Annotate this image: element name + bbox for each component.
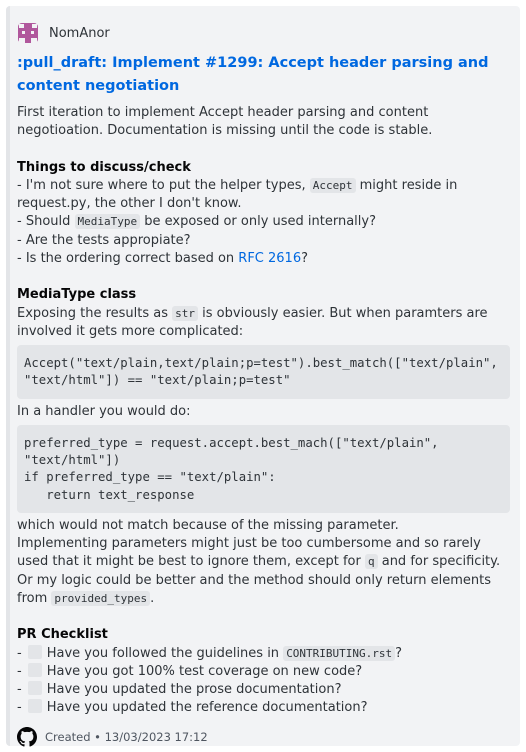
inline-code: MediaType xyxy=(75,214,141,229)
discuss-item: - Are the tests appropiate? xyxy=(17,232,191,248)
embed-description xyxy=(17,104,510,718)
code-block: Accept("text/plain,text/plain;p=test").best_match(["text/plain", "text/html"]) == "text/plain;p=test" xyxy=(17,345,510,398)
mediatype-heading: MediaType class xyxy=(17,287,137,303)
inline-code: str xyxy=(172,306,198,321)
discuss-item: - I'm not sure where to put the helper types, Accept might reside in request.py, the other I don't know. xyxy=(17,177,458,212)
mediatype-paragraph: Exposing the results as str is obviously easier. But when paramters are involved it gets more complicated: xyxy=(17,305,488,339)
embed-card xyxy=(6,6,520,746)
checkbox[interactable] xyxy=(28,663,42,677)
checkbox[interactable] xyxy=(28,645,42,659)
github-icon xyxy=(17,727,37,747)
discuss-item: - Should MediaType be exposed or only used internally? xyxy=(17,214,377,230)
inline-code: CONTRIBUTING.rst xyxy=(283,646,395,661)
embed-title-link[interactable]: :pull_draft: Implement #1299: Accept header parsing and content negotiation xyxy=(17,55,489,94)
checklist-item: - Have you followed the guidelines in CONTRIBUTING.rst ? xyxy=(17,645,403,661)
intro-text: First iteration to implement Accept header parsing and content negotioation. Documentation is missing until the code is stable. xyxy=(17,105,433,139)
checklist-item: - Have you updated the reference documentation? xyxy=(17,700,368,716)
mediatype-paragraph: In a handler you would do: xyxy=(17,403,191,419)
rfc-link[interactable]: RFC 2616 xyxy=(238,251,302,267)
embed-footer xyxy=(17,726,510,748)
footer-text: Created • 13/03/2023 17:12 xyxy=(45,729,208,744)
bot-icon xyxy=(17,22,39,44)
inline-code: Accept xyxy=(310,178,356,193)
mediatype-paragraph: Implementing parameters might just be too cumbersome and so rarely used that it might be best to ignore them, except for q and for specificity. Or my logic could be better and the method should only return elements from provided_types . xyxy=(17,536,501,606)
checklist-item: - Have you updated the prose documentation? xyxy=(17,682,342,698)
checklist-heading: PR Checklist xyxy=(17,627,108,643)
mediatype-paragraph: which would not match because of the missing parameter. xyxy=(17,517,399,533)
discuss-heading: Things to discuss/check xyxy=(17,159,191,175)
inline-code: provided_types xyxy=(51,591,150,606)
inline-code: q xyxy=(365,554,378,569)
author-name[interactable]: NomAnor xyxy=(49,25,110,41)
checkbox[interactable] xyxy=(28,681,42,695)
checkbox[interactable] xyxy=(28,699,42,713)
code-block: preferred_type = request.accept.best_mach(["text/plain", "text/html"]) if preferred_type == "text/plain": return text_response xyxy=(17,425,510,513)
discuss-item: - Is the ordering correct based on RFC 2616? xyxy=(17,251,308,267)
checklist-item: - Have you got 100% test coverage on new code? xyxy=(17,663,363,679)
embed-author xyxy=(17,22,510,44)
